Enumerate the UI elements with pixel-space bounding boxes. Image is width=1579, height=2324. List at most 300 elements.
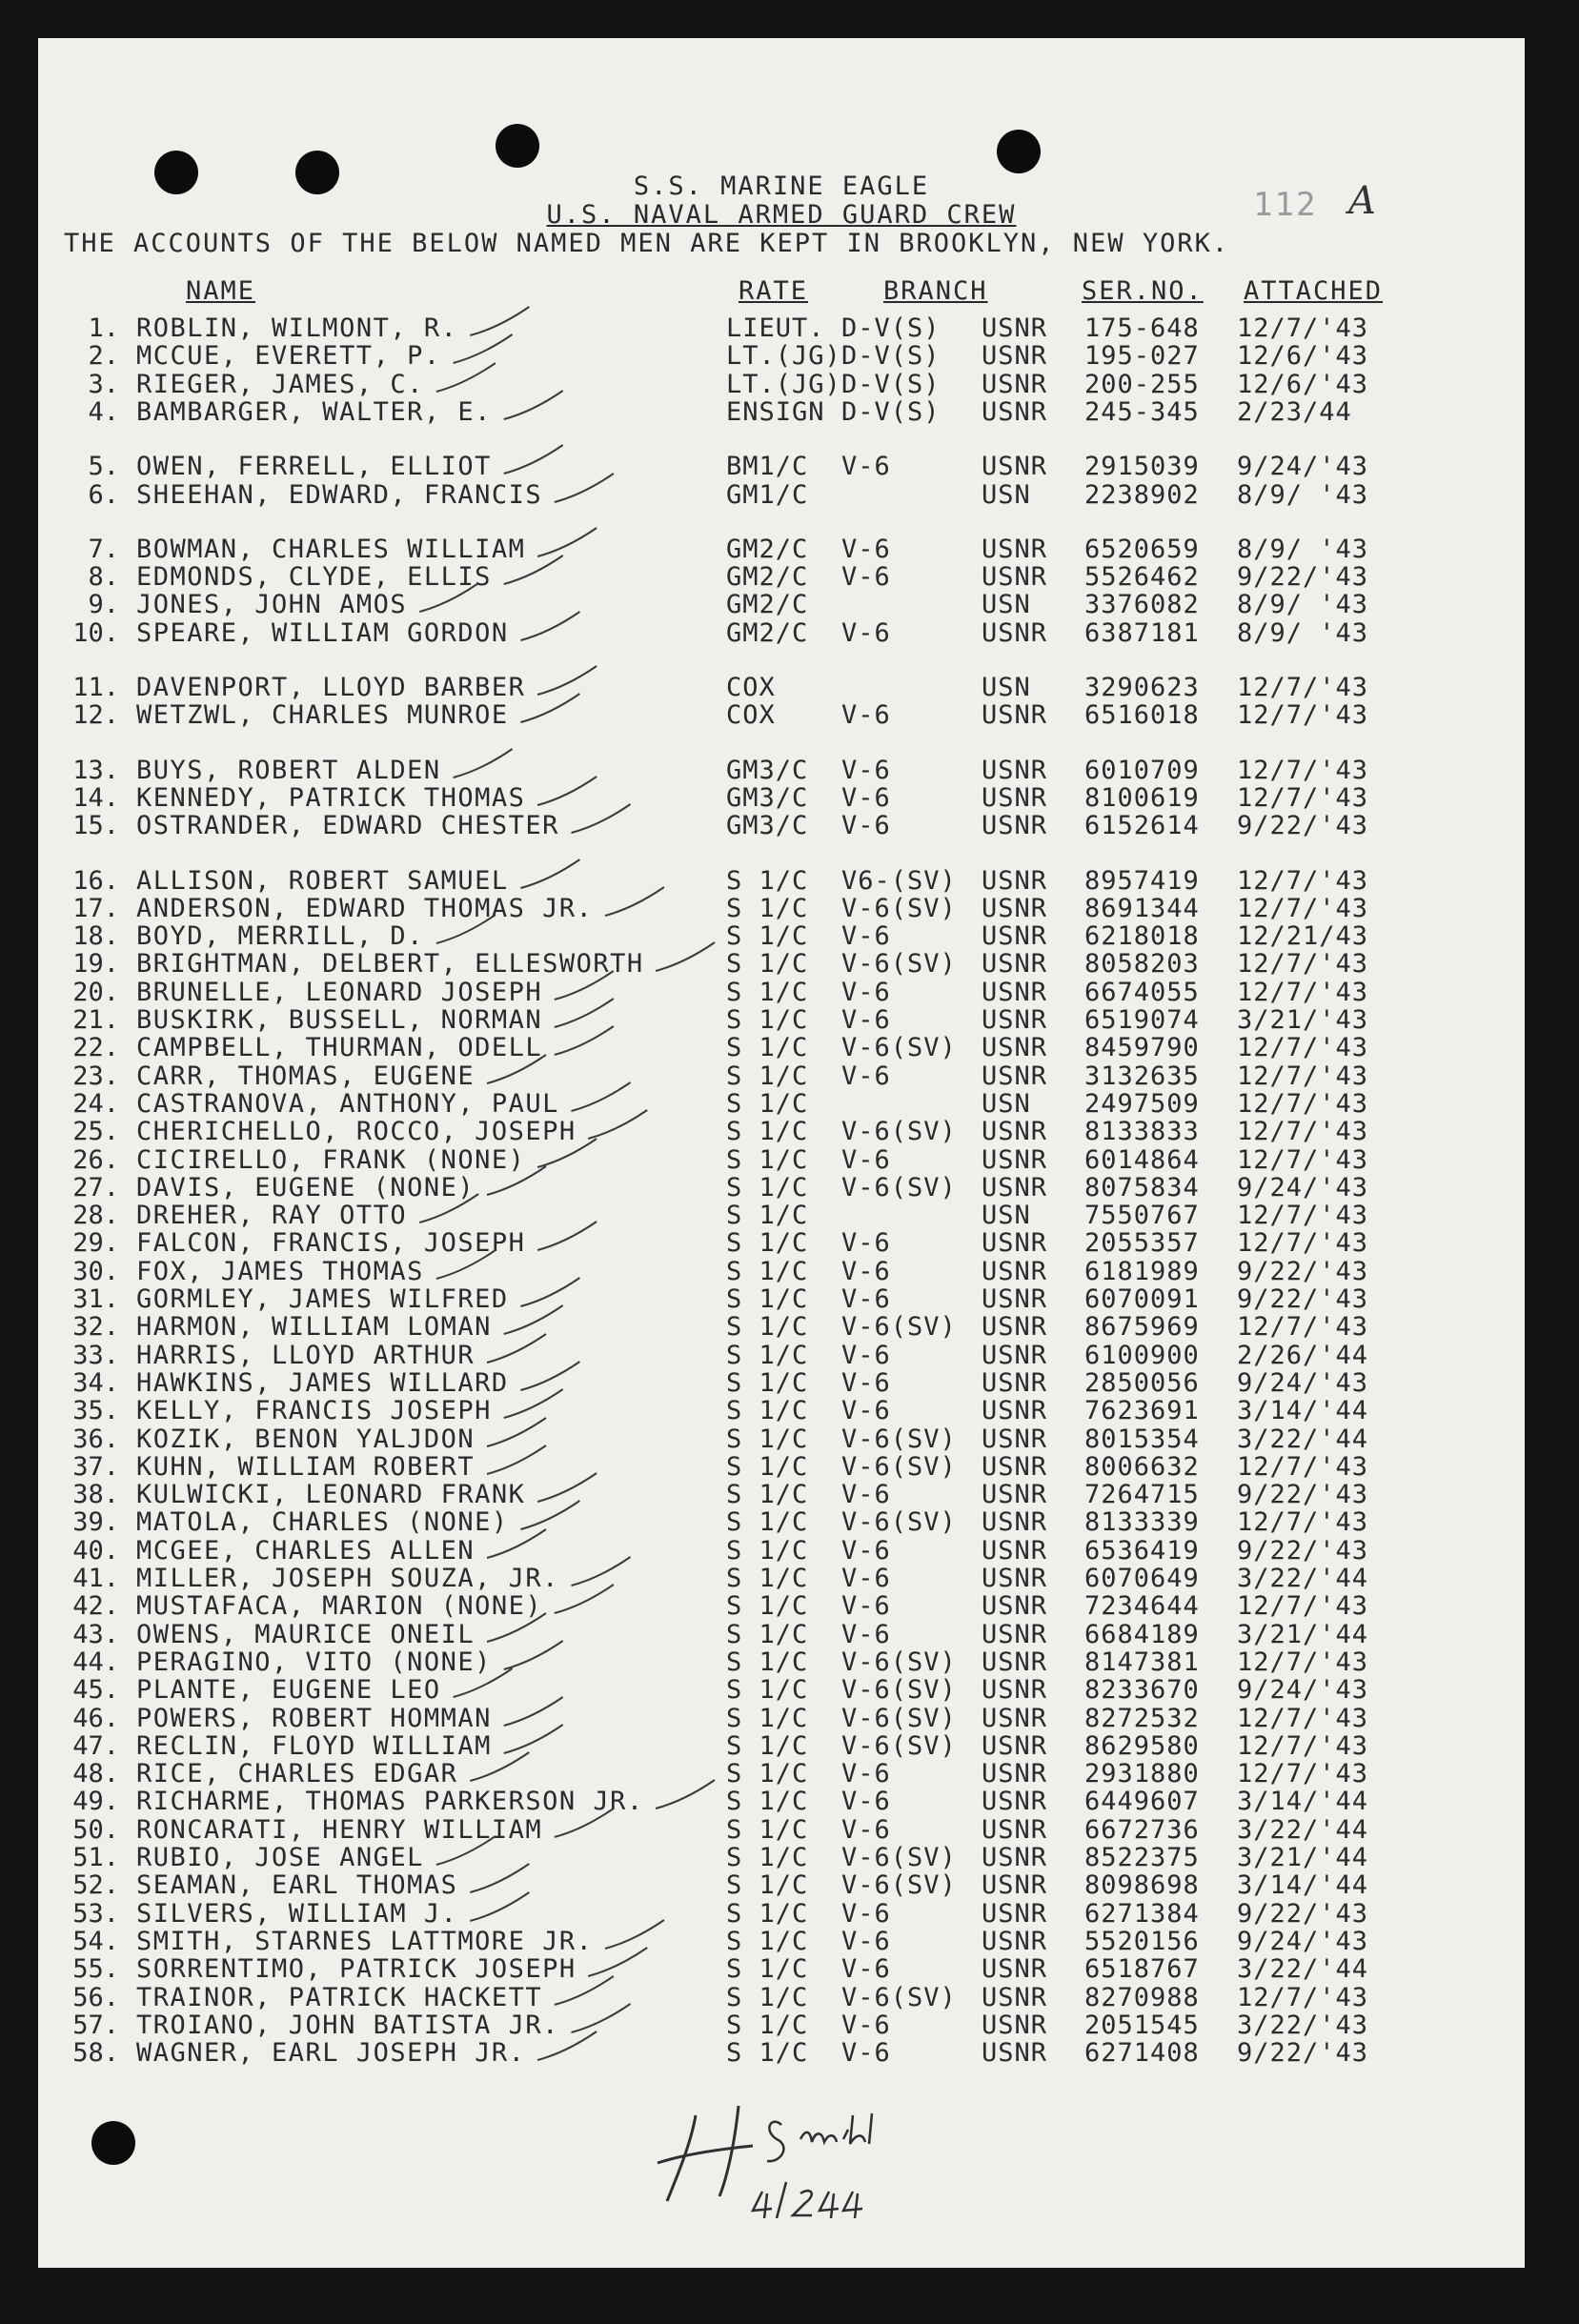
crew-attached-date: 8/9/ '43	[1237, 535, 1369, 564]
crew-branch: V-6(SV)	[841, 1117, 957, 1146]
check-mark	[520, 1362, 579, 1390]
crew-name: RECLIN, FLOYD WILLIAM	[136, 1731, 492, 1761]
crew-rate: S 1/C	[726, 1368, 809, 1398]
check-marks	[38, 38, 1525, 2268]
crew-serial-number: 6014864	[1084, 1145, 1200, 1175]
crew-serial-number: 7623691	[1084, 1396, 1200, 1425]
row-number: 21.	[72, 1005, 119, 1035]
crew-name: ROBLIN, WILMONT, R.	[136, 313, 458, 343]
crew-service: USNR	[982, 2038, 1048, 2068]
crew-serial-number: 8691344	[1084, 894, 1200, 923]
crew-branch: V-6	[841, 1620, 891, 1649]
crew-serial-number: 8270988	[1084, 1983, 1200, 2012]
crew-branch: V-6	[841, 1284, 891, 1314]
crew-service: USNR	[982, 2011, 1048, 2040]
crew-branch: V-6	[841, 1927, 891, 1956]
crew-rate: GM2/C	[726, 590, 809, 619]
crew-name: SMITH, STARNES LATTMORE JR.	[136, 1927, 594, 1956]
crew-serial-number: 2931880	[1084, 1759, 1200, 1788]
crew-service: USNR	[982, 1704, 1048, 1733]
crew-name: DAVENPORT, LLOYD BARBER	[136, 673, 526, 702]
crew-serial-number: 6536419	[1084, 1536, 1200, 1566]
crew-service: USNR	[982, 1870, 1048, 1900]
crew-branch: V-6(SV)	[841, 1507, 957, 1537]
crew-name: OSTRANDER, EDWARD CHESTER	[136, 811, 559, 840]
crew-attached-date: 12/7/'43	[1237, 700, 1369, 730]
crew-serial-number: 8629580	[1084, 1731, 1200, 1761]
crew-service: USNR	[982, 1341, 1048, 1370]
crew-service: USNR	[982, 1647, 1048, 1677]
crew-attached-date: 3/14/'44	[1237, 1396, 1369, 1425]
crew-service: USNR	[982, 1731, 1048, 1761]
crew-rate: GM3/C	[726, 811, 809, 840]
check-mark	[555, 1809, 614, 1837]
row-number: 11.	[72, 673, 119, 702]
crew-attached-date: 12/7/'43	[1237, 1591, 1369, 1621]
crew-serial-number: 6070649	[1084, 1564, 1200, 1593]
crew-attached-date: 12/7/'43	[1237, 978, 1369, 1007]
check-mark	[555, 1026, 614, 1055]
crew-branch: V-6	[841, 1815, 891, 1845]
crew-rate: S 1/C	[726, 1452, 809, 1482]
crew-name: HARMON, WILLIAM LOMAN	[136, 1312, 492, 1342]
crew-service: USN	[982, 673, 1031, 702]
crew-rate: GM2/C	[726, 562, 809, 592]
crew-name: RUBIO, JOSE ANGEL	[136, 1843, 424, 1872]
crew-serial-number: 200-255	[1084, 370, 1200, 399]
document-title: S.S. MARINE EAGLE	[633, 172, 930, 201]
crew-name: RICE, CHARLES EDGAR	[136, 1759, 458, 1788]
crew-name: SILVERS, WILLIAM J.	[136, 1899, 458, 1929]
check-mark	[537, 1222, 597, 1250]
crew-branch: D-V(S)	[841, 341, 941, 371]
crew-branch: V-6	[841, 1954, 891, 1984]
crew-branch: V-6(SV)	[841, 1870, 957, 1900]
check-mark	[520, 1501, 579, 1529]
crew-rate: S 1/C	[726, 1005, 809, 1035]
crew-attached-date: 12/7/'43	[1237, 1731, 1369, 1761]
row-number: 39.	[72, 1507, 119, 1537]
crew-service: USNR	[982, 1257, 1048, 1286]
crew-serial-number: 7234644	[1084, 1591, 1200, 1621]
crew-attached-date: 9/24/'43	[1237, 1368, 1369, 1398]
crew-rate: GM1/C	[726, 480, 809, 510]
crew-branch: V-6	[841, 618, 891, 648]
crew-branch: V-6	[841, 1536, 891, 1566]
check-mark	[537, 666, 597, 695]
crew-service: USNR	[982, 700, 1048, 730]
column-header-attached: ATTACHED	[1244, 276, 1384, 306]
check-mark	[588, 1110, 647, 1139]
crew-service: USNR	[982, 1927, 1048, 1956]
column-header-ser-no: SER.NO.	[1082, 276, 1204, 306]
crew-name: SEAMAN, EARL THOMAS	[136, 1870, 458, 1900]
crew-service: USNR	[982, 562, 1048, 592]
check-mark	[572, 1557, 631, 1586]
crew-rate: GM2/C	[726, 535, 809, 564]
crew-name: FOX, JAMES THOMAS	[136, 1257, 424, 1286]
accounts-notice: THE ACCOUNTS OF THE BELOW NAMED MEN ARE KEPT IN BROOKLYN, NEW YORK.	[64, 229, 1230, 258]
crew-serial-number: 6010709	[1084, 756, 1200, 785]
crew-service: USNR	[982, 370, 1048, 399]
crew-rate: S 1/C	[726, 1927, 809, 1956]
crew-name: EDMONDS, CLYDE, ELLIS	[136, 562, 492, 592]
crew-attached-date: 12/7/'43	[1237, 313, 1369, 343]
crew-rate: S 1/C	[726, 1843, 809, 1872]
row-number: 54.	[72, 1927, 119, 1956]
row-number: 53.	[72, 1899, 119, 1929]
crew-service: USNR	[982, 1117, 1048, 1146]
crew-branch: V-6	[841, 978, 891, 1007]
crew-serial-number: 8133339	[1084, 1507, 1200, 1537]
check-mark	[555, 999, 614, 1027]
crew-service: USNR	[982, 756, 1048, 785]
row-number: 14.	[72, 783, 119, 813]
crew-serial-number: 8100619	[1084, 783, 1200, 813]
crew-name: RONCARATI, HENRY WILLIAM	[136, 1815, 543, 1845]
crew-rate: S 1/C	[726, 1675, 809, 1705]
crew-rate: GM3/C	[726, 756, 809, 785]
crew-attached-date: 9/24/'43	[1237, 1173, 1369, 1202]
crew-rate: COX	[726, 700, 776, 730]
check-mark	[537, 528, 597, 556]
row-number: 48.	[72, 1759, 119, 1788]
crew-branch: V-6(SV)	[841, 1312, 957, 1342]
crew-rate: S 1/C	[726, 1425, 809, 1454]
crew-attached-date: 12/7/'43	[1237, 1201, 1369, 1230]
crew-service: USNR	[982, 1787, 1048, 1816]
check-mark	[520, 612, 579, 640]
row-number: 58.	[72, 2038, 119, 2068]
crew-branch: V-6(SV)	[841, 1033, 957, 1062]
crew-branch: V-6	[841, 2011, 891, 2040]
check-mark	[436, 1836, 496, 1865]
crew-service: USNR	[982, 1425, 1048, 1454]
crew-rate: S 1/C	[726, 1173, 809, 1202]
check-mark	[555, 971, 614, 1000]
crew-rate: S 1/C	[726, 1117, 809, 1146]
row-number: 51.	[72, 1843, 119, 1872]
crew-attached-date: 9/22/'43	[1237, 2038, 1369, 2068]
check-mark	[555, 1976, 614, 2005]
crew-name: SHEEHAN, EDWARD, FRANCIS	[136, 480, 543, 510]
crew-serial-number: 6520659	[1084, 535, 1200, 564]
crew-rate: S 1/C	[726, 1396, 809, 1425]
crew-serial-number: 3132635	[1084, 1061, 1200, 1091]
crew-attached-date: 3/22/'44	[1237, 1815, 1369, 1845]
check-mark	[537, 777, 597, 805]
check-mark	[436, 1250, 496, 1279]
crew-service: USNR	[982, 894, 1048, 923]
check-mark	[487, 1529, 546, 1558]
crew-attached-date: 12/7/'43	[1237, 1117, 1369, 1146]
crew-serial-number: 8098698	[1084, 1870, 1200, 1900]
crew-name: CHERICHELLO, ROCCO, JOSEPH	[136, 1117, 577, 1146]
crew-serial-number: 6674055	[1084, 978, 1200, 1007]
crew-attached-date: 12/7/'43	[1237, 1145, 1369, 1175]
crew-name: BRIGHTMAN, DELBERT, ELLESWORTH	[136, 949, 644, 979]
crew-branch: V-6	[841, 1787, 891, 1816]
crew-attached-date: 12/7/'43	[1237, 1228, 1369, 1258]
crew-rate: S 1/C	[726, 1983, 809, 2012]
crew-branch: V-6	[841, 1759, 891, 1788]
crew-attached-date: 8/9/ '43	[1237, 480, 1369, 510]
crew-attached-date: 12/7/'43	[1237, 756, 1369, 785]
crew-service: USNR	[982, 949, 1048, 979]
crew-branch: V-6	[841, 1341, 891, 1370]
crew-branch: V-6(SV)	[841, 1647, 957, 1677]
crew-name: MCCUE, EVERETT, P.	[136, 341, 441, 371]
crew-serial-number: 8233670	[1084, 1675, 1200, 1705]
crew-service: USNR	[982, 1899, 1048, 1929]
crew-branch: V-6(SV)	[841, 1843, 957, 1872]
crew-branch: V-6	[841, 921, 891, 951]
check-mark	[520, 1278, 579, 1306]
crew-name: JONES, JOHN AMOS	[136, 590, 408, 619]
crew-rate: S 1/C	[726, 1647, 809, 1677]
row-number: 26.	[72, 1145, 119, 1175]
row-number: 56.	[72, 1983, 119, 2012]
crew-branch: V-6	[841, 535, 891, 564]
crew-name: FALCON, FRANCIS, JOSEPH	[136, 1228, 526, 1258]
row-number: 6.	[88, 480, 119, 510]
row-number: 22.	[72, 1033, 119, 1062]
row-number: 47.	[72, 1731, 119, 1761]
crew-rate: S 1/C	[726, 1145, 809, 1175]
check-mark	[537, 2031, 597, 2060]
row-number: 50.	[72, 1815, 119, 1845]
crew-name: WETZWL, CHARLES MUNROE	[136, 700, 509, 730]
crew-name: KULWICKI, LEONARD FRANK	[136, 1480, 526, 1509]
crew-branch: V-6	[841, 1005, 891, 1035]
crew-serial-number: 6271408	[1084, 2038, 1200, 2068]
crew-attached-date: 9/24/'43	[1237, 1675, 1369, 1705]
crew-name: MUSTAFACA, MARION (NONE)	[136, 1591, 543, 1621]
row-number: 42.	[72, 1591, 119, 1621]
check-mark	[555, 474, 614, 502]
row-number: 27.	[72, 1173, 119, 1202]
crew-name: WAGNER, EARL JOSEPH JR.	[136, 2038, 526, 2068]
crew-attached-date: 12/7/'43	[1237, 949, 1369, 979]
crew-name: RIEGER, JAMES, C.	[136, 370, 424, 399]
crew-name: HAWKINS, JAMES WILLARD	[136, 1368, 509, 1398]
crew-serial-number: 6516018	[1084, 700, 1200, 730]
crew-name: BOWMAN, CHARLES WILLIAM	[136, 535, 526, 564]
check-mark	[470, 1864, 529, 1892]
crew-service: USNR	[982, 313, 1048, 343]
crew-name: SORRENTIMO, PATRICK JOSEPH	[136, 1954, 577, 1984]
crew-attached-date: 12/7/'43	[1237, 1312, 1369, 1342]
crew-service: USNR	[982, 1815, 1048, 1845]
crew-service: USNR	[982, 1368, 1048, 1398]
row-number: 46.	[72, 1704, 119, 1733]
crew-attached-date: 9/22/'43	[1237, 1480, 1369, 1509]
crew-branch: V-6	[841, 783, 891, 813]
check-mark	[487, 1445, 546, 1474]
crew-branch: D-V(S)	[841, 370, 941, 399]
crew-service: USN	[982, 590, 1031, 619]
crew-name: DREHER, RAY OTTO	[136, 1201, 408, 1230]
crew-attached-date: 12/6/'43	[1237, 370, 1369, 399]
crew-attached-date: 12/7/'43	[1237, 1507, 1369, 1537]
crew-attached-date: 9/22/'43	[1237, 1284, 1369, 1314]
crew-service: USNR	[982, 811, 1048, 840]
crew-service: USNR	[982, 1507, 1048, 1537]
crew-branch: V-6	[841, 811, 891, 840]
row-number: 38.	[72, 1480, 119, 1509]
check-mark	[436, 915, 496, 943]
crew-rate: S 1/C	[726, 894, 809, 923]
crew-branch: V6-(SV)	[841, 866, 957, 896]
crew-serial-number: 195-027	[1084, 341, 1200, 371]
crew-name: HARRIS, LLOYD ARTHUR	[136, 1341, 476, 1370]
row-number: 49.	[72, 1787, 119, 1816]
crew-attached-date: 12/7/'43	[1237, 866, 1369, 896]
crew-attached-date: 3/22/'43	[1237, 2011, 1369, 2040]
check-mark	[470, 1752, 529, 1781]
row-number: 16.	[72, 866, 119, 896]
row-number: 3.	[88, 370, 119, 399]
crew-service: USNR	[982, 1396, 1048, 1425]
crew-attached-date: 12/7/'43	[1237, 1033, 1369, 1062]
crew-serial-number: 6181989	[1084, 1257, 1200, 1286]
crew-service: USN	[982, 1089, 1031, 1119]
crew-rate: S 1/C	[726, 1228, 809, 1258]
subtitle-text: U.S. NAVAL ARMED GUARD CREW	[546, 200, 1017, 230]
crew-service: USNR	[982, 1843, 1048, 1872]
crew-service: USNR	[982, 783, 1048, 813]
document-page	[38, 38, 1525, 2268]
crew-serial-number: 6449607	[1084, 1787, 1200, 1816]
crew-service: USNR	[982, 1954, 1048, 1984]
row-number: 18.	[72, 921, 119, 951]
crew-name: GORMLEY, JAMES WILFRED	[136, 1284, 509, 1314]
check-mark	[588, 1948, 647, 1976]
crew-service: USNR	[982, 1536, 1048, 1566]
crew-service: USNR	[982, 341, 1048, 371]
row-number: 52.	[72, 1870, 119, 1900]
crew-branch: V-6	[841, 1396, 891, 1425]
row-number: 10.	[72, 618, 119, 648]
crew-attached-date: 2/26/'44	[1237, 1341, 1369, 1370]
crew-attached-date: 3/21/'43	[1237, 1005, 1369, 1035]
crew-service: USNR	[982, 1061, 1048, 1091]
crew-attached-date: 8/9/ '43	[1237, 618, 1369, 648]
crew-attached-date: 9/24/'43	[1237, 1927, 1369, 1956]
crew-name: ALLISON, ROBERT SAMUEL	[136, 866, 509, 896]
crew-branch: V-6	[841, 1480, 891, 1509]
crew-attached-date: 3/21/'44	[1237, 1620, 1369, 1649]
crew-service: USNR	[982, 1228, 1048, 1258]
row-number: 37.	[72, 1452, 119, 1482]
crew-branch: V-6	[841, 452, 891, 481]
crew-attached-date: 2/23/44	[1237, 397, 1352, 427]
crew-name: SPEARE, WILLIAM GORDON	[136, 618, 509, 648]
check-mark	[504, 1305, 563, 1334]
crew-branch: V-6	[841, 1145, 891, 1175]
crew-rate: BM1/C	[726, 452, 809, 481]
crew-serial-number: 2238902	[1084, 480, 1200, 510]
crew-name: MATOLA, CHARLES (NONE)	[136, 1507, 509, 1537]
crew-rate: S 1/C	[726, 1954, 809, 1984]
crew-branch: V-6	[841, 1061, 891, 1091]
crew-rate: COX	[726, 673, 776, 702]
crew-service: USNR	[982, 1480, 1048, 1509]
crew-name: TRAINOR, PATRICK HACKETT	[136, 1983, 543, 2012]
crew-service: USNR	[982, 1983, 1048, 2012]
check-mark	[487, 1613, 546, 1642]
crew-branch: V-6(SV)	[841, 1675, 957, 1705]
check-mark	[572, 1082, 631, 1111]
check-mark	[504, 556, 563, 584]
row-number: 23.	[72, 1061, 119, 1091]
crew-serial-number: 8058203	[1084, 949, 1200, 979]
crew-attached-date: 12/6/'43	[1237, 341, 1369, 371]
row-number: 43.	[72, 1620, 119, 1649]
check-mark	[504, 1725, 563, 1753]
crew-branch: V-6	[841, 1228, 891, 1258]
crew-serial-number: 6070091	[1084, 1284, 1200, 1314]
crew-serial-number: 2051545	[1084, 2011, 1200, 2040]
crew-attached-date: 12/21/43	[1237, 921, 1369, 951]
crew-branch: V-6	[841, 1564, 891, 1593]
crew-rate: S 1/C	[726, 1536, 809, 1566]
crew-rate: S 1/C	[726, 1507, 809, 1537]
crew-service: USNR	[982, 1759, 1048, 1788]
crew-serial-number: 6271384	[1084, 1899, 1200, 1929]
crew-serial-number: 2850056	[1084, 1368, 1200, 1398]
crew-name: BUSKIRK, BUSSELL, NORMAN	[136, 1005, 543, 1035]
crew-name: KELLY, FRANCIS JOSEPH	[136, 1396, 492, 1425]
row-number: 15.	[72, 811, 119, 840]
crew-service: USNR	[982, 1284, 1048, 1314]
crew-rate: S 1/C	[726, 1061, 809, 1091]
crew-branch: V-6	[841, 1899, 891, 1929]
check-mark	[504, 391, 563, 419]
row-number: 4.	[88, 397, 119, 427]
crew-service: USNR	[982, 1452, 1048, 1482]
crew-rate: S 1/C	[726, 2038, 809, 2068]
crew-branch: V-6	[841, 2038, 891, 2068]
check-mark	[572, 804, 631, 833]
crew-branch: V-6	[841, 756, 891, 785]
check-mark	[504, 445, 563, 474]
crew-attached-date: 12/7/'43	[1237, 673, 1369, 702]
crew-attached-date: 3/22/'44	[1237, 1954, 1369, 1984]
crew-serial-number: 2497509	[1084, 1089, 1200, 1119]
crew-rate: S 1/C	[726, 1759, 809, 1788]
crew-name: OWEN, FERRELL, ELLIOT	[136, 452, 492, 481]
check-mark	[572, 2004, 631, 2032]
row-number: 36.	[72, 1425, 119, 1454]
crew-serial-number: 8133833	[1084, 1117, 1200, 1146]
crew-serial-number: 2055357	[1084, 1228, 1200, 1258]
row-number: 9.	[88, 590, 119, 619]
crew-attached-date: 12/7/'43	[1237, 1983, 1369, 2012]
crew-name: OWENS, MAURICE ONEIL	[136, 1620, 476, 1649]
crew-rate: S 1/C	[726, 921, 809, 951]
column-header-name: NAME	[186, 276, 256, 306]
crew-service: USN	[982, 1201, 1031, 1230]
crew-serial-number: 5526462	[1084, 562, 1200, 592]
crew-service: USNR	[982, 1620, 1048, 1649]
crew-attached-date: 12/7/'43	[1237, 894, 1369, 923]
crew-serial-number: 8459790	[1084, 1033, 1200, 1062]
crew-serial-number: 6684189	[1084, 1620, 1200, 1649]
check-mark	[555, 1585, 614, 1613]
page-number-mark: 112	[1253, 186, 1318, 224]
row-number: 20.	[72, 978, 119, 1007]
